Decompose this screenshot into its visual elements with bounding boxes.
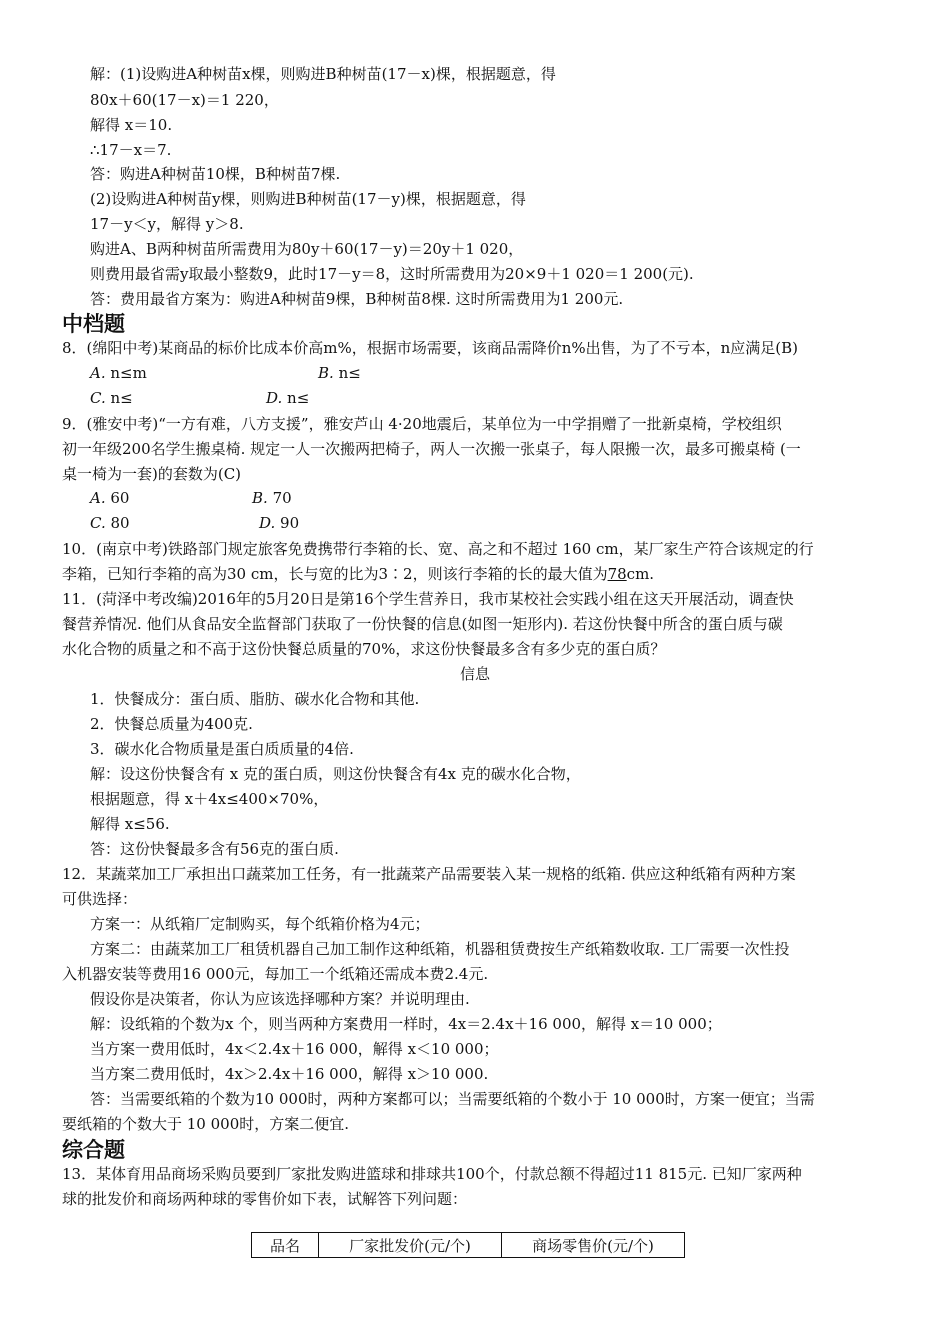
option-letter: B.: [318, 364, 334, 382]
question-9-line: 初一年级200名学生搬桌椅. 规定一人一次搬两把椅子，两人一次搬一张桌子，每人限搬一次，最多可搬桌椅 (一: [62, 440, 801, 458]
solution-line: 当方案一费用低时，4x＜2.4x＋16 000，解得 x＜10 000；: [90, 1040, 499, 1058]
option-text: 60: [110, 489, 130, 507]
option-c: [90, 512, 130, 534]
answer-line: 要纸箱的个数大于 10 000时，方案二便宜.: [62, 1115, 350, 1133]
question-11-line: 水化合物的质量之和不高于这份快餐总质量的70%，求这份快餐最多含有多少克的蛋白质？: [62, 640, 666, 658]
option-d: [266, 387, 309, 409]
option-text: 70: [272, 489, 292, 507]
table-header-row: [252, 1233, 685, 1258]
table-header-cell: 厂家批发价(元/个): [319, 1233, 502, 1258]
info-title: 信息: [459, 665, 490, 683]
option-letter: C.: [90, 389, 106, 407]
question-11-line: 餐营养情况. 他们从食品安全监督部门获取了一份快餐的信息(如图一矩形内). 若这份快餐中所含的蛋白质与碳: [62, 615, 783, 633]
option-text: n≤: [338, 364, 361, 382]
option-letter: A.: [90, 489, 106, 507]
price-table: [251, 1232, 685, 1258]
option-text: 80: [110, 514, 130, 532]
solution-line: 17－y＜y，解得 y＞8.: [90, 215, 244, 233]
table-header-cell: 品名: [252, 1233, 319, 1258]
solution-line: 解得 x≤56.: [90, 815, 170, 833]
section-heading-middle: 中档题: [62, 312, 125, 336]
unit-text: cm.: [626, 565, 655, 583]
section-heading-comprehensive: 综合题: [62, 1138, 125, 1162]
question-8-text: 8．(绵阳中考)某商品的标价比成本价高m%，根据市场需要，该商品需降价n%出售，为了不亏本，n应满足(B): [62, 339, 799, 357]
solution-line: 解：(1)设购进A种树苗x棵，则购进B种树苗(17－x)棵，根据题意，得: [90, 65, 556, 83]
info-item: 2．快餐总质量为400克.: [90, 715, 253, 733]
option-letter: D.: [266, 389, 283, 407]
question-13-line: 球的批发价和商场两种球的零售价如下表，试解答下列问题：: [62, 1190, 468, 1208]
info-item: 3．碳水化合物质量是蛋白质质量的4倍.: [90, 740, 354, 758]
info-item: 1．快餐成分：蛋白质、脂肪、碳水化合物和其他.: [90, 690, 420, 708]
question-12-line: 12．某蔬菜加工厂承担出口蔬菜加工任务，有一批蔬菜产品需要装入某一规格的纸箱. 供应这种纸箱有两种方案: [62, 865, 796, 883]
solution-line: 答：这份快餐最多含有56克的蛋白质.: [90, 840, 339, 858]
solution-line: 解得 x＝10.: [90, 116, 173, 134]
question-12-prompt: 假设你是决策者，你认为应该选择哪种方案？并说明理由.: [90, 990, 470, 1008]
option-letter: A.: [90, 364, 106, 382]
option-a: [90, 362, 147, 384]
option-b: [252, 487, 292, 509]
table-header-cell: 商场零售价(元/个): [502, 1233, 685, 1258]
solution-line: 解：设这份快餐含有 x 克的蛋白质，则这份快餐含有4x 克的碳水化合物，: [90, 765, 581, 783]
solution-line: 购进A、B两种树苗所需费用为80y＋60(17－y)＝20y＋1 020，: [90, 240, 524, 258]
solution-line: 80x＋60(17－x)＝1 220，: [90, 91, 279, 109]
question-10-text: 李箱，已知行李箱的高为30 cm，长与宽的比为3∶2，则该行李箱的长的最大值为: [62, 565, 608, 583]
solution-line: 答：费用最省方案为：购进A种树苗9棵，B种树苗8棵. 这时所需费用为1 200元.: [90, 290, 624, 308]
option-letter: B.: [252, 489, 268, 507]
solution-line: ∴17－x＝7.: [90, 141, 172, 159]
question-9-line: 桌一椅为一套)的套数为(C): [62, 465, 242, 483]
plan-one: 方案一：从纸箱厂定制购买，每个纸箱价格为4元；: [90, 915, 430, 933]
solution-line: 根据题意，得 x＋4x≤400×70%，: [90, 790, 329, 808]
question-13-line: 13．某体育用品商场采购员要到厂家批发购进篮球和排球共100个，付款总额不得超过11 815元. 已知厂家两种: [62, 1165, 802, 1183]
plan-two-cont: 入机器安装等费用16 000元，每加工一个纸箱还需成本费2.4元.: [62, 965, 489, 983]
solution-line: 答：购进A种树苗10棵，B种树苗7棵.: [90, 165, 341, 183]
option-text: 90: [280, 514, 300, 532]
option-c: [90, 387, 133, 409]
solution-line: (2)设购进A种树苗y棵，则购进B种树苗(17－y)棵，根据题意，得: [90, 190, 526, 208]
question-10-line: [62, 563, 654, 585]
option-d: [259, 512, 299, 534]
question-11-line: 11．(菏泽中考改编)2016年的5月20日是第16个学生营养日，我市某校社会实践小组在这天开展活动，调查快: [62, 590, 794, 608]
plan-two: 方案二：由蔬菜加工厂租赁机器自己加工制作这种纸箱，机器租赁费按生产纸箱数收取. 工厂需要一次性投: [90, 940, 790, 958]
solution-line: 解：设纸箱的个数为x 个，则当两种方案费用一样时，4x＝2.4x＋16 000，解得 x＝10 000；: [90, 1015, 722, 1033]
answer-line: 答：当需要纸箱的个数为10 000时，两种方案都可以；当需要纸箱的个数小于 10 000时，方案一便宜；当需: [90, 1090, 815, 1108]
option-letter: D.: [259, 514, 276, 532]
answer-blank: 78: [607, 565, 627, 583]
solution-line: 当方案二费用低时，4x＞2.4x＋16 000，解得 x＞10 000.: [90, 1065, 489, 1083]
option-a: [90, 487, 129, 509]
question-9-line: 9．(雅安中考)“一方有难，八方支援”，雅安芦山 4·20地震后，某单位为一中学捐赠了一批新桌椅，学校组织: [62, 415, 782, 433]
solution-line: 则费用最省需y取最小整数9，此时17－y＝8，这时所需费用为20×9＋1 020＝1 200(元).: [90, 265, 694, 283]
option-b: [318, 362, 361, 384]
question-10-line: 10．(南京中考)铁路部门规定旅客免费携带行李箱的长、宽、高之和不超过 160 cm，某厂家生产符合该规定的行: [62, 540, 814, 558]
option-letter: C.: [90, 514, 106, 532]
option-text: n≤m: [110, 364, 147, 382]
option-text: n≤: [287, 389, 310, 407]
option-text: n≤: [110, 389, 133, 407]
question-12-line: 可供选择：: [62, 890, 138, 908]
